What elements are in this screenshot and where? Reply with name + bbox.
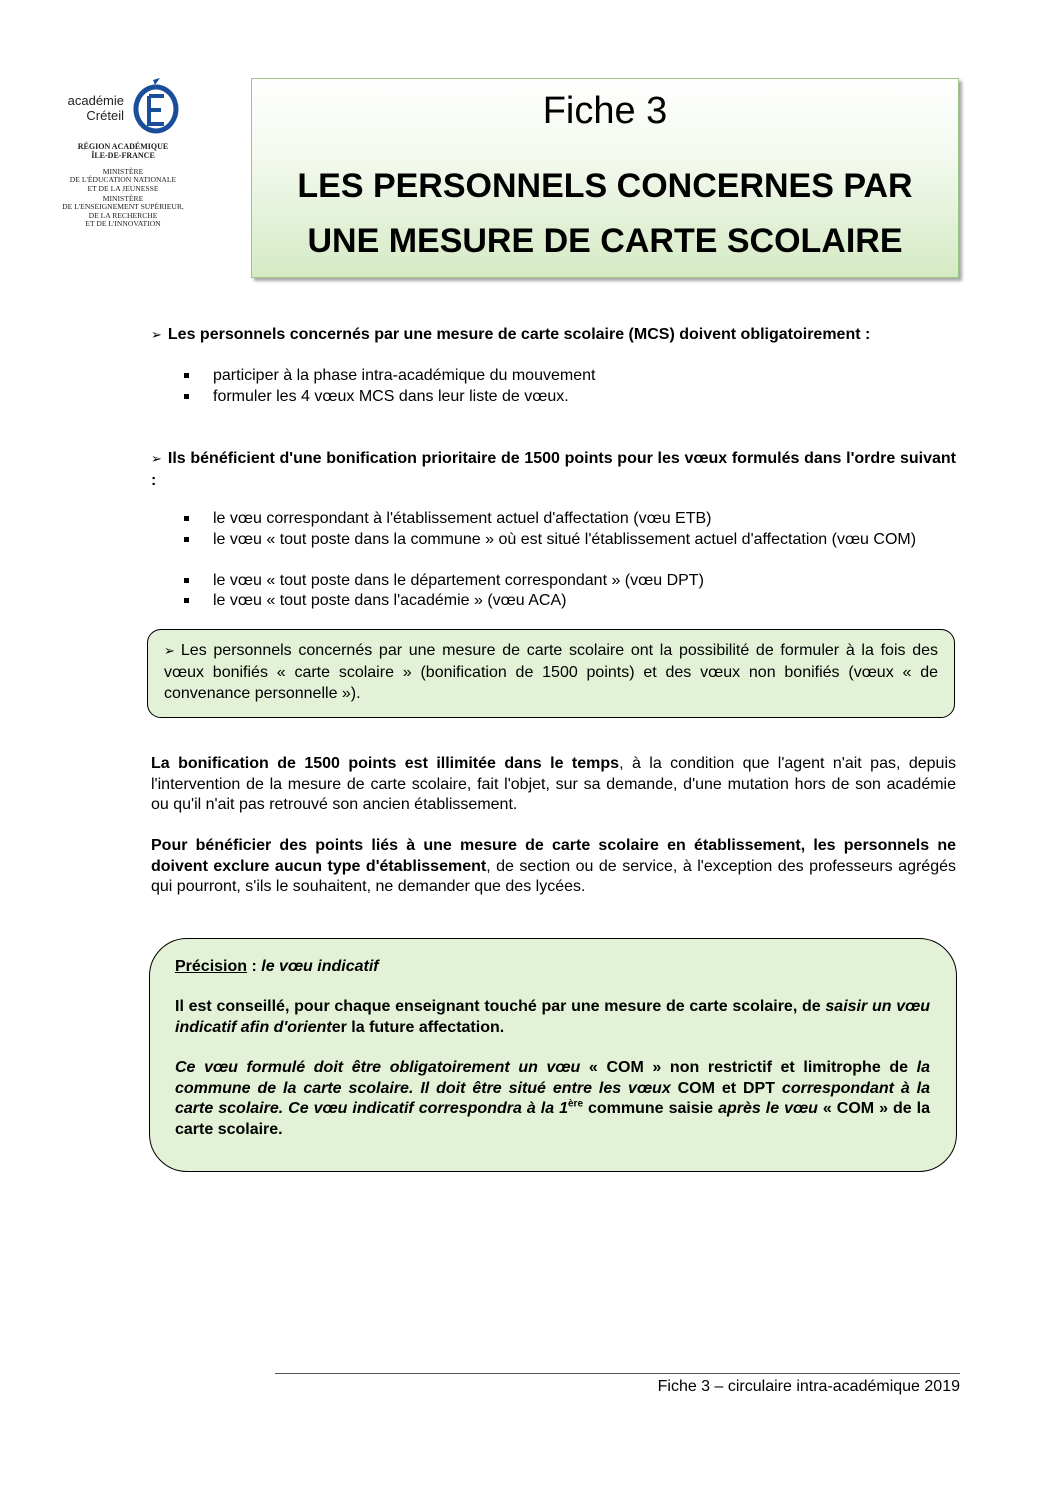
arrow-bullet-icon: ➢: [151, 328, 162, 343]
logo-e-mark-icon: [133, 78, 179, 134]
square-bullet-icon: [184, 537, 189, 542]
square-bullet-icon: [184, 394, 189, 399]
section1-item: participer à la phase intra-académique du mouvement: [213, 367, 596, 384]
info-box-options: [147, 629, 955, 718]
precision-box: [149, 938, 957, 1172]
arrow-bullet-icon: ➢: [164, 644, 175, 659]
section2-item: le vœu « tout poste dans la commune » où est situé l'établissement actuel d'affectation (vœu COM): [213, 531, 917, 548]
fiche-number: Fiche 3: [542, 90, 668, 132]
arrow-bullet-icon: ➢: [151, 452, 162, 467]
logo-word-creteil: Créteil: [86, 108, 124, 123]
section2-item: le vœu « tout poste dans le département correspondant » (vœu DPT): [213, 572, 704, 589]
page-footer: Fiche 3 – circulaire intra-académique 2019: [657, 1378, 960, 1395]
square-bullet-icon: [184, 598, 189, 603]
paragraph-establishment-types: Pour bénéficier des points liés à une mesure de carte scolaire en établissement, les personnels ne doivent exclure aucun type d'établissement, de section ou de service, à l'exception des professeurs agrégés qui pourront, s'ils le souhaitent, ne demander que des lycées.: [151, 837, 956, 895]
section1-item: formuler les 4 vœux MCS dans leur liste de vœux.: [213, 388, 569, 405]
precision-heading: Précision : le vœu indicatif: [175, 958, 379, 975]
square-bullet-icon: [184, 516, 189, 521]
section2-item: le vœu « tout poste dans l'académie » (vœu ACA): [213, 592, 567, 609]
section2-item: le vœu correspondant à l'établissement actuel d'affectation (vœu ETB): [213, 510, 712, 527]
precision-paragraph2: Ce vœu formulé doit être obligatoirement un vœu « COM » non restrictif et limitrophe de la commune de la carte scolaire. Il doit être situé entre les vœux COM et DPT correspondant à la carte scolaire. Ce vœu indicatif correspondra à la 1ère commune saisie après le vœu « COM » de la carte scolaire.: [175, 1059, 931, 1138]
academy-logo: [48, 76, 198, 236]
section2-heading: ➢ Ils bénéficient d'une bonification prioritaire de 1500 points pour les vœux formulés dans l'ordre suivant :: [151, 450, 956, 489]
square-bullet-icon: [184, 578, 189, 583]
info-box-text: ➢ Les personnels concernés par une mesure de carte scolaire ont la possibilité de formuler à la fois des vœux bonifiés « carte scolaire » (bonification de 1500 points) et des vœux non bonifiés (vœux « de convenance personnelle »).: [164, 642, 938, 702]
logo-ministry-research: MINISTÈRE DE L'ENSEIGNEMENT SUPÉRIEUR, DE LA RECHERCHE ET DE L'INNOVATION: [62, 194, 184, 229]
title-box: [251, 78, 959, 278]
logo-ministry-education: MINISTÈRE DE L'ÉDUCATION NATIONALE ET DE LA JEUNESSE: [69, 167, 177, 193]
paragraph-bonification-duration: La bonification de 1500 points est illimitée dans le temps, à la condition que l'agent n'ait pas, depuis l'intervention de la mesure de carte scolaire, fait l'objet, sur sa demande, d'une mutation hors de son académie ou qu'il n'ait pas retrouvé son ancien établissement.: [151, 755, 957, 813]
footer-divider: [275, 1373, 960, 1374]
section1-heading: ➢ Les personnels concernés par une mesure de carte scolaire (MCS) doivent obligatoirement :: [151, 326, 871, 343]
logo-word-academie: académie: [67, 93, 124, 108]
logo-region: RÉGION ACADÉMIQUE ÎLE-DE-FRANCE: [77, 142, 169, 160]
page-title: LES PERSONNELS CONCERNES PAR UNE MESURE DE CARTE SCOLAIRE: [297, 167, 913, 260]
square-bullet-icon: [184, 373, 189, 378]
precision-paragraph1: Il est conseillé, pour chaque enseignant touché par une mesure de carte scolaire, de saisir un vœu indicatif afin d'orienter la future affectation.: [175, 998, 930, 1036]
